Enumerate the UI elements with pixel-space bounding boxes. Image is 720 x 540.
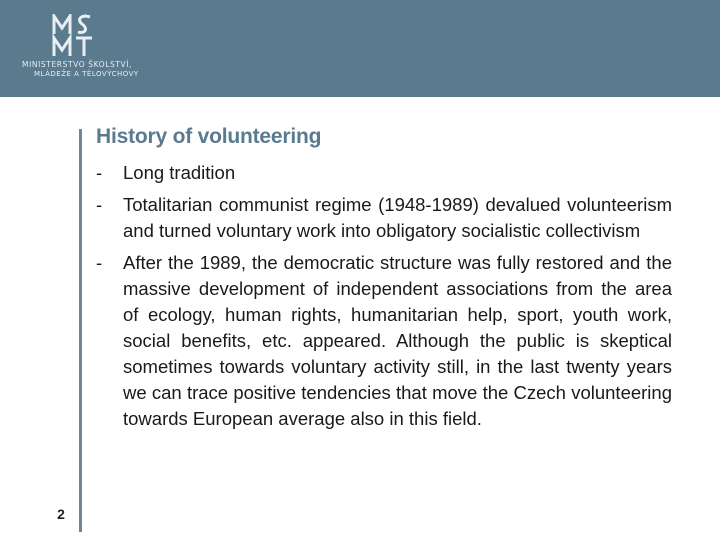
bullet-item (96, 192, 672, 244)
msmt-logo-icon (52, 14, 112, 58)
vertical-divider (79, 129, 82, 532)
slide-title: History of volunteering (96, 125, 322, 148)
bullet-text: Long tradition (123, 162, 236, 183)
ministry-logo (22, 14, 162, 80)
bullet-marker: - (96, 194, 103, 215)
bullet-text: Totalitarian communist regime (1948-1989) devalued volunteerism and turned voluntary work into obligatory socialistic collectivism (123, 194, 672, 241)
bullet-item (96, 160, 672, 186)
bullet-list (96, 160, 672, 438)
logo-text-line1: MINISTERSTVO ŠKOLSTVÍ, (22, 60, 133, 69)
bullet-marker: - (96, 162, 103, 183)
bullet-marker: - (96, 252, 103, 273)
page-number: 2 (57, 506, 65, 522)
bullet-item (96, 250, 672, 432)
bullet-text: After the 1989, the democratic structure was fully restored and the massive development of independent associations from the area of ecology, human rights, humanitarian help, sport, youth work, social benefits, etc. appeared. Although the public is skeptical sometimes towards voluntary activity still, in the last twenty years we can trace positive tendencies that move the Czech volunteering towards European average also in this field. (123, 252, 672, 429)
header-bar (0, 0, 720, 97)
logo-text-line2: MLÁDEŽE A TĚLOVÝCHOVY (34, 70, 139, 78)
